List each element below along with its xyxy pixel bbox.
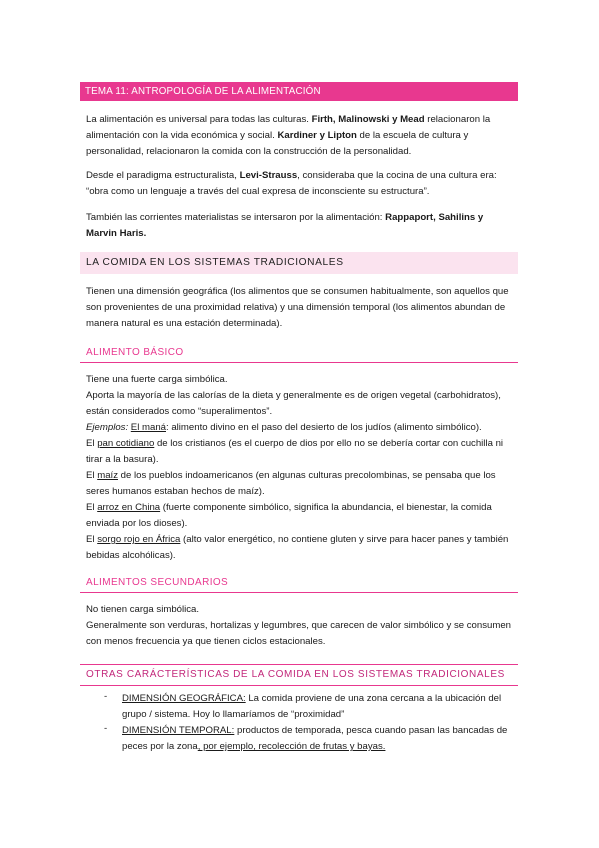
secondary-food-text: No tienen carga simbólica. Generalmente son verduras, hortalizas y legumbres, que carecen de valor simbólico y se consumen con menos frecuencia ya que tienen ciclos estacionales.: [86, 604, 512, 647]
example-arroz: El arroz en China (fuerte componente simbólico, significa la abundancia, el bienestar, la comida enviada por los dioses).: [86, 502, 492, 529]
heading-underline: [80, 362, 518, 363]
intro-paragraph-3: También las corrientes materialistas se intersaron por la alimentación: Rappaport, Sahilins y Marvin Haris.: [86, 212, 484, 239]
intro-paragraph-1: La alimentación es universal para todas las culturas. Firth, Malinowski y Mead relacionaron la alimentación con la vida económica y social. Kardiner y Lipton de la escuela de cultura y personalidad, relacionaron la comida con la construcción de la personalidad.: [86, 114, 491, 157]
example-maiz: El maíz de los pueblos indoamericanos (en algunas culturas precolombinas, se pensaba que los seres humanos estaban hechos de maíz).: [86, 470, 496, 497]
example-pan: El pan cotidiano de los cristianos (es el cuerpo de dios por ello no se debería cortar con cuchilla ni tirar a la basura).: [86, 438, 504, 465]
bullet-marker: -: [104, 723, 108, 734]
section-heading-basic: ALIMENTO BÁSICO: [80, 344, 518, 364]
traditional-paragraph: Tienen una dimensión geográfica (los alimentos que se consumen habitualmente, son aquellos que son provenientes de una proximidad relativa) y una dimensión temporal (los alimentos abundan de manera natural es una estación determinada).: [86, 286, 509, 329]
example-mana: Ejemplos: El maná: alimento divino en el paso del desierto de los judíos (alimento simbólico).: [86, 422, 482, 433]
heading-underline: [80, 592, 518, 593]
bullet-geographic: DIMENSIÓN GEOGRÁFICA: La comida proviene de una zona cercana a la ubicación del grupo / sistema. Hoy lo llamaríamos de “proximidad”: [122, 693, 502, 720]
bullet-temporal: DIMENSIÓN TEMPORAL: productos de temporada, pesca cuando pasan las bancadas de peces por la zona, por ejemplo, recolección de frutas y bayas.: [122, 725, 508, 752]
bullet-marker: -: [104, 691, 108, 702]
section-heading-other: OTRAS CARÁCTERÍSTICAS DE LA COMIDA EN LOS SISTEMAS TRADICIONALES: [80, 664, 518, 686]
intro-paragraph-2: Desde el paradigma estructuralista, Levi-Strauss, consideraba que la cocina de una cultura era: “obra como un lenguaje a través del cual expresa de inconsciente su estructura”.: [86, 170, 497, 197]
title-bar: [80, 82, 518, 101]
section-heading-secondary: ALIMENTOS SECUNDARIOS: [80, 574, 518, 594]
section-heading-traditional: LA COMIDA EN LOS SISTEMAS TRADICIONALES: [80, 252, 518, 274]
example-sorgo: El sorgo rojo en África (alto valor energético, no contiene gluten y sirve para hacer panes y también bebidas alcohólicas).: [86, 534, 509, 561]
page-title: TEMA 11: ANTROPOLOGÍA DE LA ALIMENTACIÓN: [85, 86, 321, 97]
basic-food-text: Tiene una fuerte carga simbólica. Aporta la mayoría de las calorías de la dieta y generalmente es de origen vegetal (carbohidratos), están considerados como “superalimentos”. Ejemplos: El maná: alimento divino en el paso del desierto de los judíos (alimento simbólico). El pan cotidiano de los cristianos (es el cuerpo de dios por ello no se debería cortar con cuchilla ni tirar a la basura). El maíz de los pueblos indoamericanos (en algunas culturas precolombinas, se pensaba que los seres humanos estaban hechos de maíz). El arroz en China (fuerte componente simbólico, significa la abundancia, el bienestar, la comida enviada por los dioses). El sorgo rojo en África (alto valor energético, no contiene gluten y sirve para hacer panes y también bebidas alcohólicas).: [86, 372, 516, 564]
